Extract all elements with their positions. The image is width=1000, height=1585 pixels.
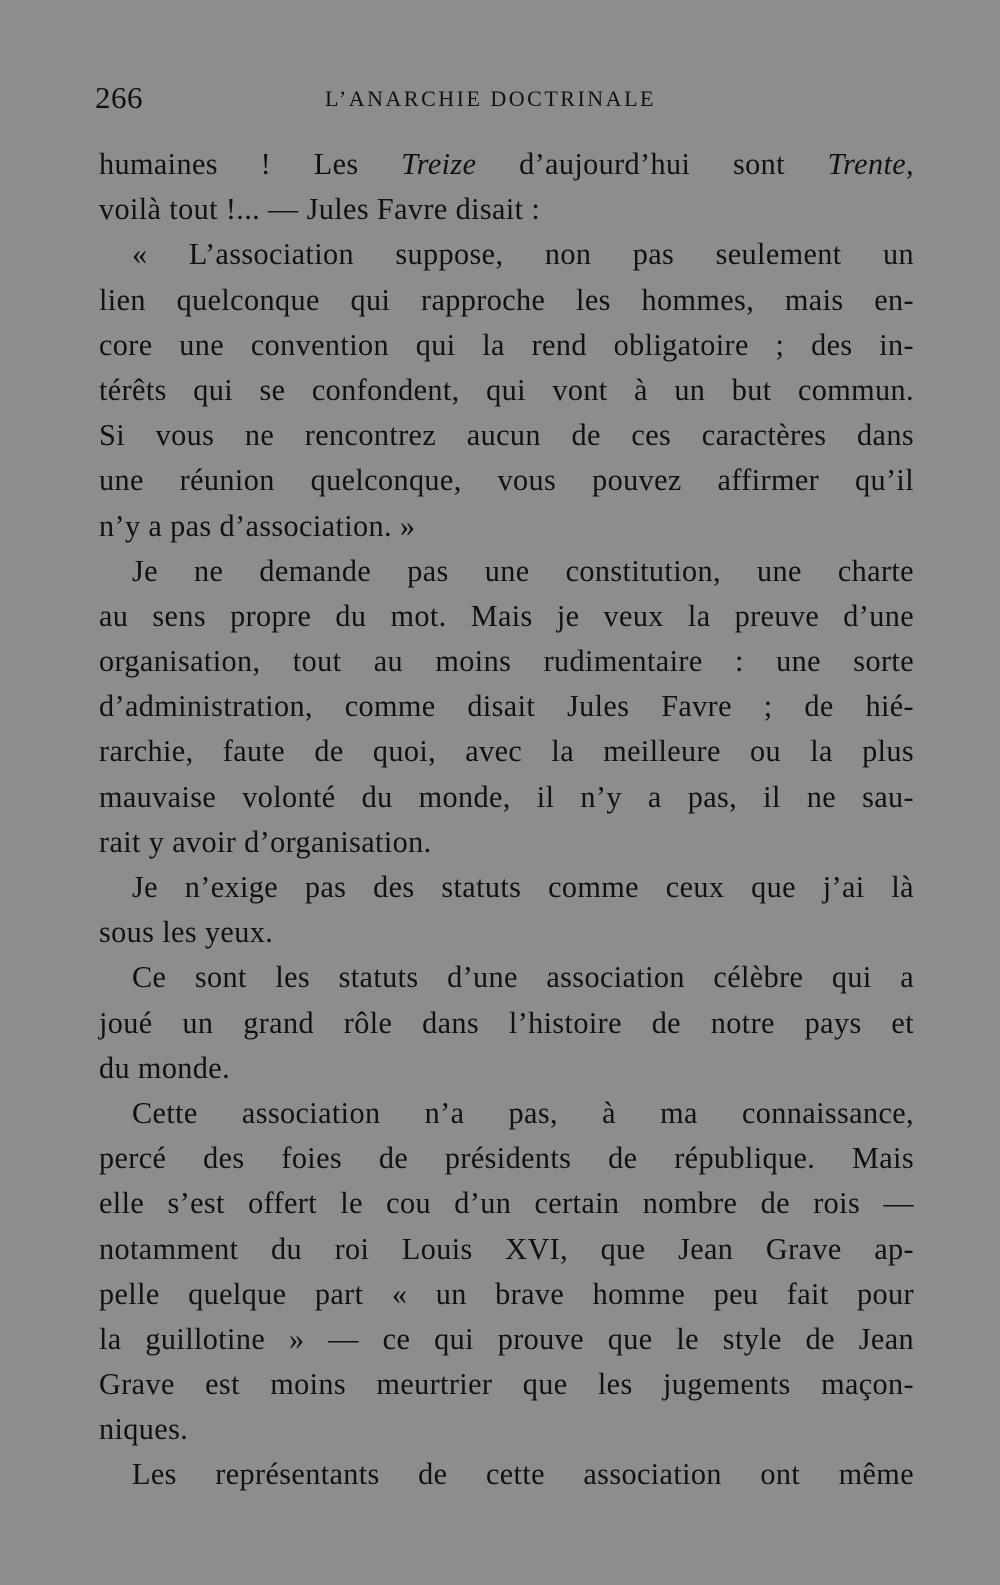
text-line: une réunion quelconque, vous pouvez affirmer qu’il xyxy=(99,463,914,498)
body-text xyxy=(99,142,914,1498)
text-line: rarchie, faute de quoi, avec la meilleure ou la plus xyxy=(99,734,914,769)
text-line: « L’association suppose, non pas seulement un xyxy=(132,237,914,272)
text-line: core une convention qui la rend obligatoire ; des in- xyxy=(99,327,914,362)
text-line: Je ne demande pas une constitution, une charte xyxy=(132,553,914,588)
text-line: rait y avoir d’organisation. xyxy=(99,824,432,859)
text-line: joué un grand rôle dans l’histoire de notre pays et xyxy=(99,1005,914,1040)
text-line: niques. xyxy=(99,1412,189,1447)
text-line: d’administration, comme disait Jules Favre ; de hié- xyxy=(99,689,914,724)
page-header xyxy=(95,80,915,120)
text-line: Si vous ne rencontrez aucun de ces caractères dans xyxy=(99,418,914,453)
text-line: elle s’est offert le cou d’un certain nombre de rois — xyxy=(99,1186,914,1221)
text-line: Les représentants de cette association ont même xyxy=(132,1457,914,1492)
text-line: mauvaise volonté du monde, il n’y a pas, il ne sau- xyxy=(99,779,914,814)
text-line: n’y a pas d’association. » xyxy=(99,508,416,543)
text-line: pelle quelque part « un brave homme peu fait pour xyxy=(99,1276,914,1311)
text-line: humaines ! Les Treize d’aujourd’hui sont Trente, xyxy=(99,147,914,181)
text-line: du monde. xyxy=(99,1050,231,1085)
text-line: organisation, tout au moins rudimentaire : une sorte xyxy=(99,644,914,679)
text-line: Ce sont les statuts d’une association célèbre qui a xyxy=(132,960,914,995)
running-title: L’ANARCHIE DOCTRINALE xyxy=(325,86,656,111)
text-line: Je n’exige pas des statuts comme ceux que j’ai là xyxy=(132,870,914,904)
text-line: Cette association n’a pas, à ma connaissance, xyxy=(132,1095,914,1130)
text-line: au sens propre du mot. Mais je veux la preuve d’une xyxy=(99,598,914,633)
text-line: sous les yeux. xyxy=(99,915,274,950)
text-line: térêts qui se confondent, qui vont à un but commun. xyxy=(99,372,914,407)
text-line: lien quelconque qui rapproche les hommes, mais en- xyxy=(99,282,914,317)
text-line: Grave est moins meurtrier que les jugements maçon- xyxy=(99,1367,914,1402)
text-line: voilà tout !... — Jules Favre disait : xyxy=(99,192,541,227)
page-number: 266 xyxy=(95,80,143,115)
text-line: la guillotine » — ce qui prouve que le style de Jean xyxy=(99,1321,914,1356)
text-line: percé des foies de présidents de république. Mais xyxy=(99,1141,914,1176)
text-line: notamment du roi Louis XVI, que Jean Grave ap- xyxy=(99,1231,914,1266)
